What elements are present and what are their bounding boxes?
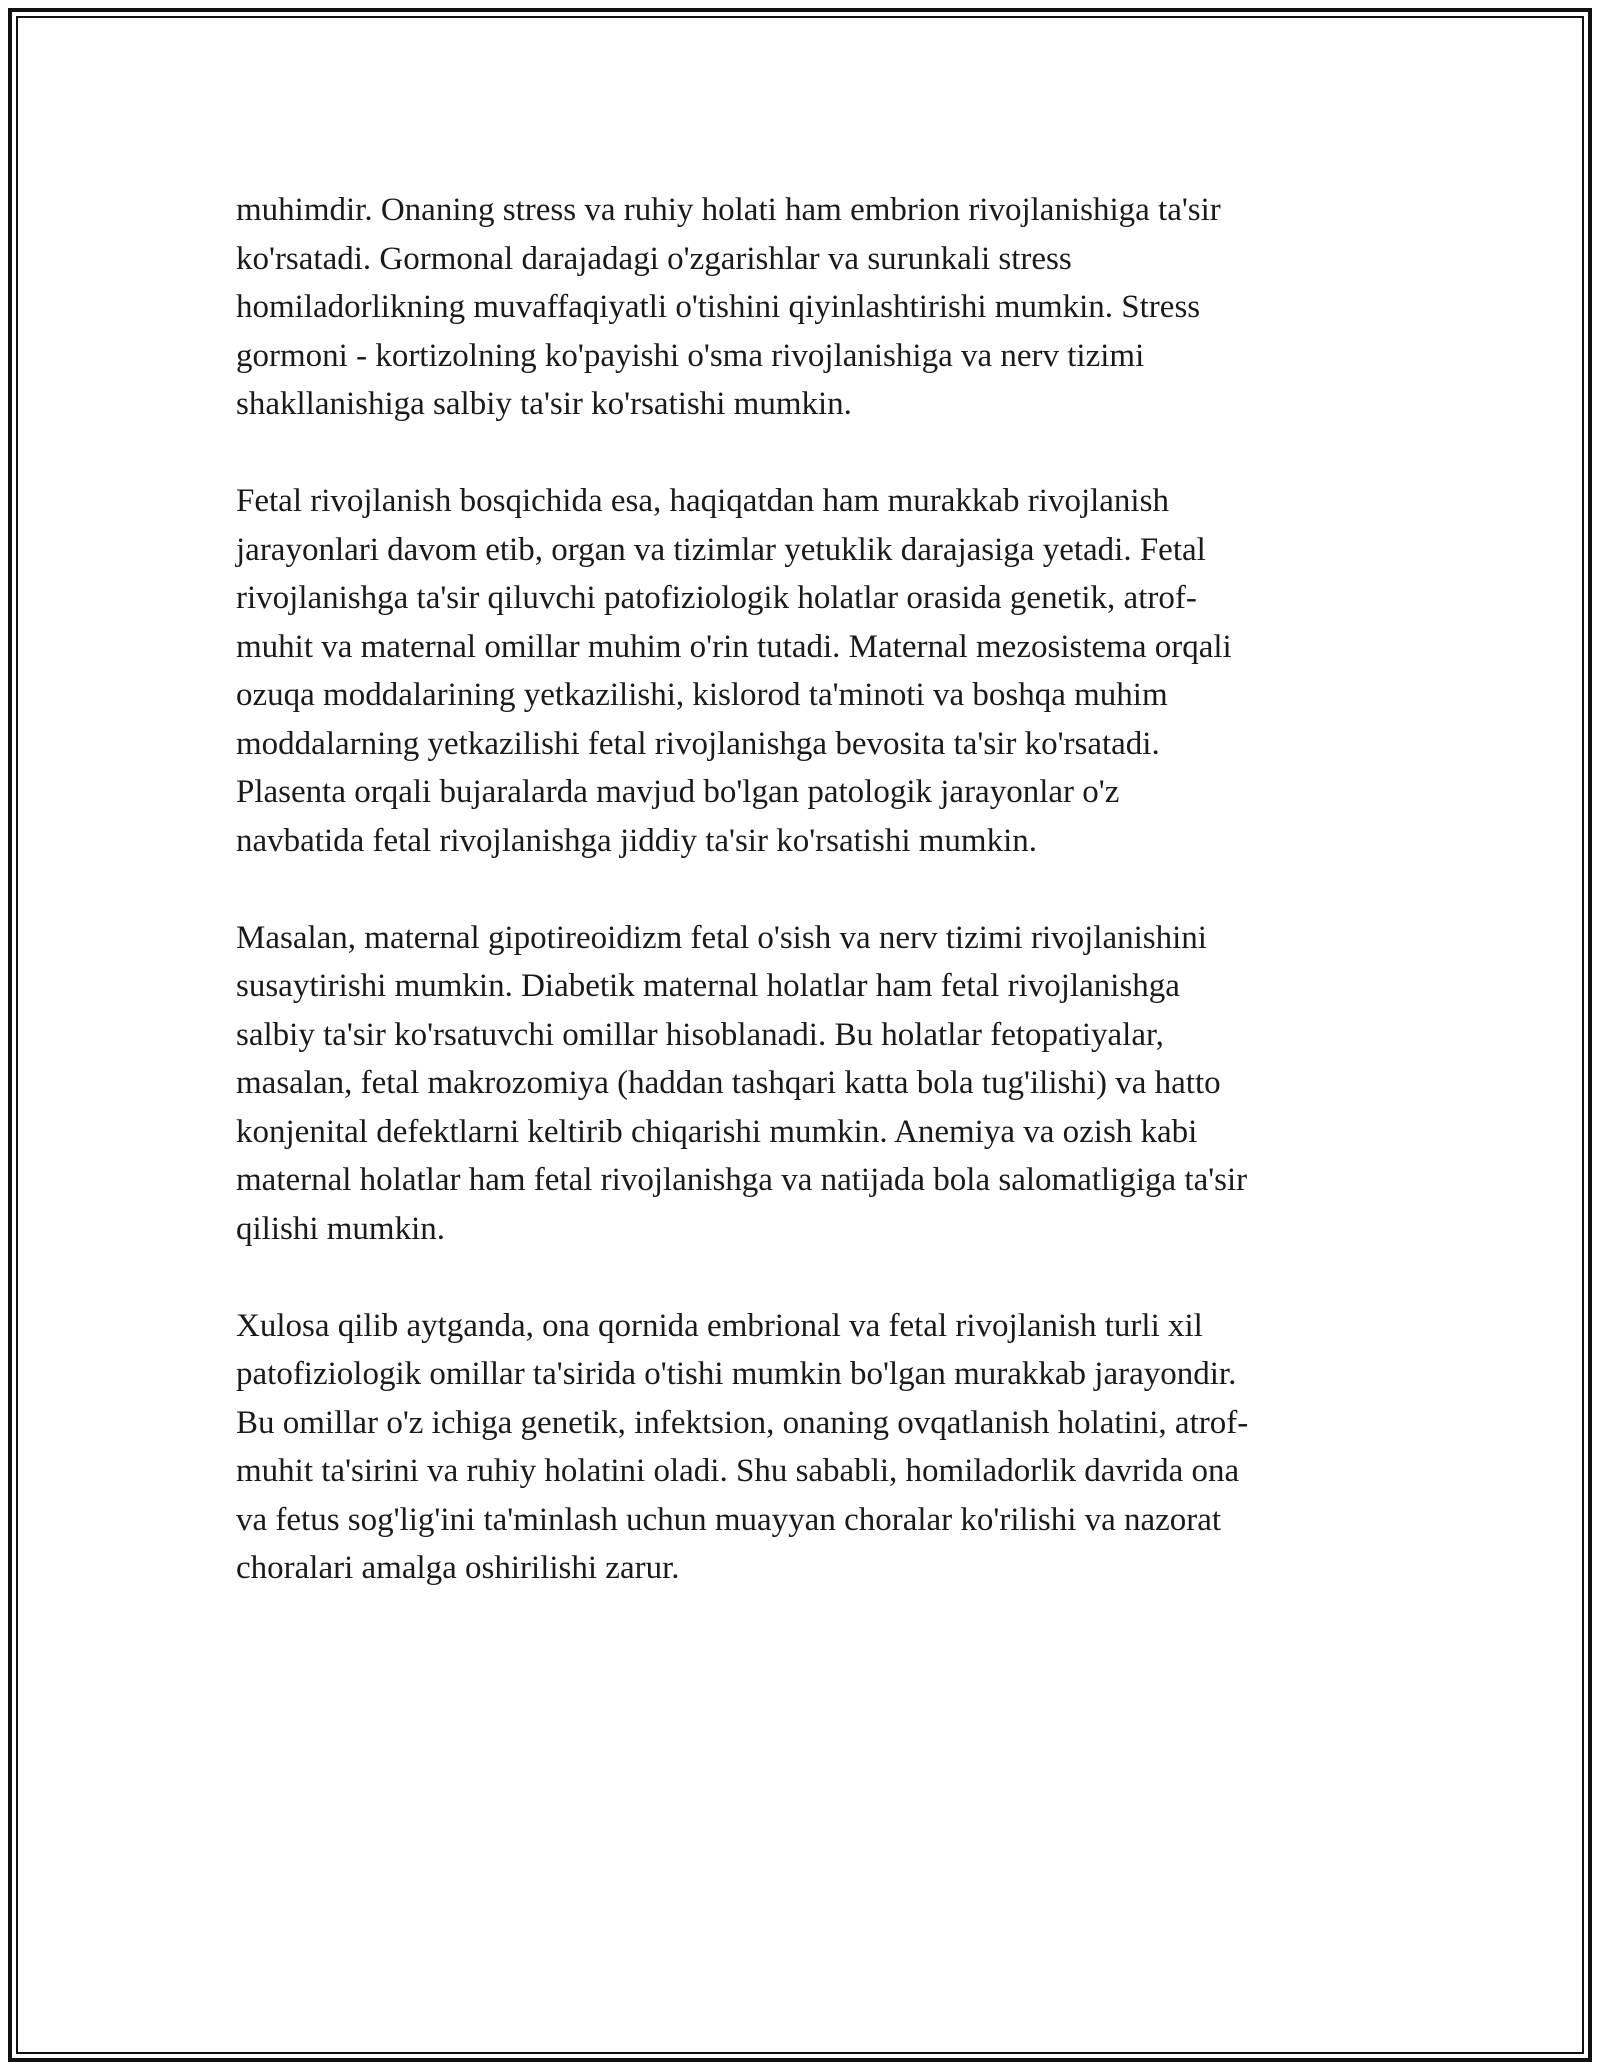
document-body <box>236 186 1386 1641</box>
paragraph-maternal-conditions: Masalan, maternal gipotireoidizm fetal o'sish va nerv tizimi rivojlanishini susaytirishi mumkin. Diabetik maternal holatlar ham fetal rivojlanishga salbiy ta'sir ko'rsatuvchi omillar hisoblanadi. Bu holatlar fetopatiyalar, masalan, fetal makrozomiya (haddan tashqari katta bola tug'ilishi) va hatto konjenital defektlarni keltirib chiqarishi mumkin. Anemiya va ozish kabi maternal holatlar ham fetal rivojlanishga va natijada bola salomatligiga ta'sir qilishi mumkin. <box>236 919 1248 1247</box>
paragraph-fetal-development: Fetal rivojlanish bosqichida esa, haqiqatdan ham murakkab rivojlanish jarayonlari davom etib, organ va tizimlar yetuklik darajasiga yetadi. Fetal rivojlanishga ta'sir qiluvchi patofiziologik holatlar orasida genetik, atrof- muhit va maternal omillar muhim o'rin tutadi. Maternal mezosistema orqali ozuqa moddalarining yetkazilishi, kislorod ta'minoti va boshqa muhim moddalarning yetkazilishi fetal rivojlanishga bevosita ta'sir ko'rsatadi. Plasenta orqali bujaralarda mavjud bo'lgan patologik jarayonlar o'z navbatida fetal rivojlanishga jiddiy ta'sir ko'rsatishi mumkin. <box>236 483 1232 859</box>
paragraph-conclusion: Xulosa qilib aytganda, ona qornida embrional va fetal rivojlanish turli xil patofiziologik omillar ta'sirida o'tishi mumkin bo'lgan murakkab jarayondir. Bu omillar o'z ichiga genetik, infektsion, onaning ovqatlanish holatini, atrof- muhit ta'sirini va ruhiy holatini oladi. Shu sababli, homiladorlik davrida ona va fetus sog'lig'ini ta'minlash uchun muayyan choralar ko'rilishi va nazorat choralari amalga oshirilishi zarur. <box>236 1307 1249 1586</box>
paragraph-stress: muhimdir. Onaning stress va ruhiy holati ham embrion rivojlanishiga ta'sir ko'rsatadi. Gormonal darajadagi o'zgarishlar va surunkali stress homiladorlikning muvaffaqiyatli o'tishini qiyinlashtirishi mumkin. Stress gormoni - kortizolning ko'payishi o'sma rivojlanishiga va nerv tizimi shakllanishiga salbiy ta'sir ko'rsatishi mumkin. <box>236 192 1221 422</box>
